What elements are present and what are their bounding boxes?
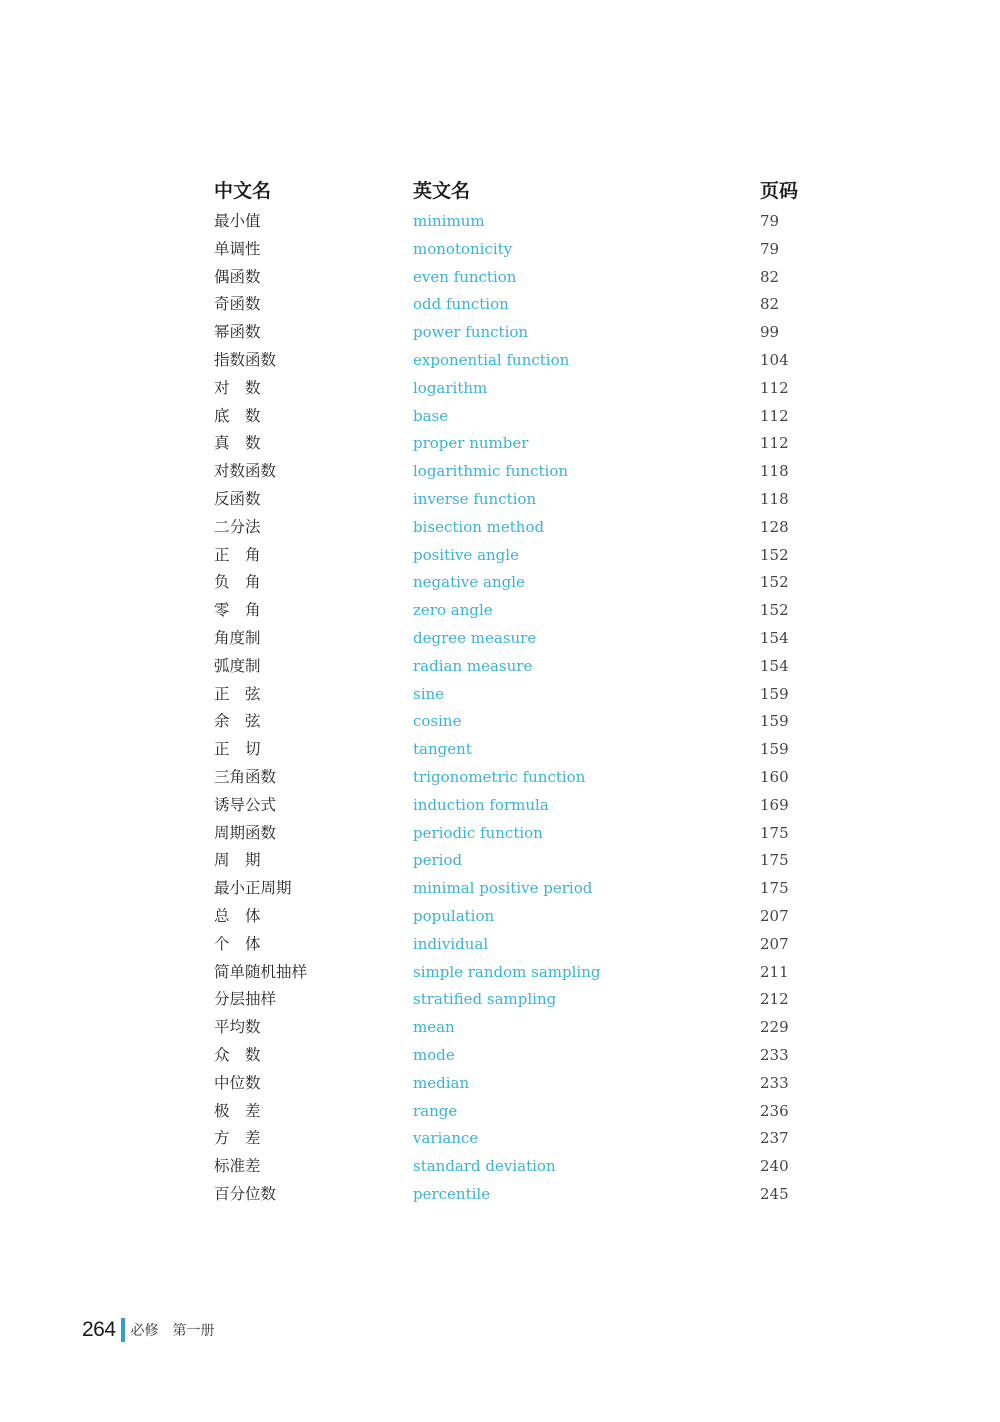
english-term: minimum: [413, 212, 485, 230]
table-row: [214, 959, 834, 987]
table-row: [214, 319, 834, 347]
glossary-header: [214, 174, 834, 208]
page-reference: 211: [760, 962, 789, 981]
chinese-term: 正 弦: [214, 684, 261, 703]
chinese-term: 对 数: [214, 378, 261, 397]
english-term: positive angle: [413, 545, 519, 564]
table-row: [214, 542, 834, 570]
glossary-table: [214, 174, 834, 1209]
chinese-term: 众 数: [214, 1045, 261, 1064]
table-row: [214, 792, 834, 820]
english-term: median: [413, 1073, 470, 1092]
page-reference: 159: [760, 740, 789, 759]
table-row: [214, 1181, 834, 1209]
table-row: [214, 708, 834, 736]
chinese-term: 真 数: [214, 434, 261, 453]
chinese-term: 三角函数: [214, 767, 277, 786]
chinese-term: 单调性: [214, 239, 261, 258]
page-reference: 112: [760, 434, 789, 453]
english-term: negative angle: [413, 573, 525, 592]
table-row: [214, 347, 834, 375]
page-reference: 154: [760, 656, 789, 675]
table-row: [214, 625, 834, 653]
page-reference: 79: [760, 239, 780, 258]
chinese-term: 中位数: [214, 1073, 261, 1092]
english-term: base: [413, 406, 449, 425]
table-row: [214, 681, 834, 709]
chinese-term: 最小值: [214, 212, 261, 230]
page-reference: 112: [760, 378, 789, 397]
footer-book-title: 必修: [130, 1323, 159, 1339]
page-reference: 112: [760, 406, 789, 425]
header-english-name: 英文名: [413, 180, 471, 202]
chinese-term: 二分法: [214, 517, 261, 536]
page-reference: 240: [760, 1157, 789, 1176]
footer-accent-bar: [121, 1318, 125, 1342]
chinese-term: 方 差: [214, 1129, 261, 1148]
table-row: [214, 236, 834, 264]
table-row: [214, 569, 834, 597]
english-term: tangent: [413, 740, 472, 759]
page-reference: 82: [760, 295, 780, 314]
english-term: periodic function: [413, 823, 543, 842]
page-reference: 245: [760, 1184, 789, 1203]
chinese-term: 总 体: [214, 906, 261, 925]
page-reference: 212: [760, 990, 789, 1009]
english-term: odd function: [413, 295, 509, 314]
table-row: [214, 1125, 834, 1153]
chinese-term: 反函数: [214, 489, 261, 508]
english-term: individual: [413, 934, 489, 953]
chinese-term: 奇函数: [214, 295, 261, 314]
english-term: logarithm: [413, 378, 488, 397]
table-row: [214, 847, 834, 875]
page-reference: 169: [760, 795, 789, 814]
page-reference: 207: [760, 934, 789, 953]
page-reference: 118: [760, 462, 789, 481]
table-row: [214, 375, 834, 403]
english-term: percentile: [413, 1184, 491, 1203]
english-term: variance: [413, 1129, 479, 1148]
footer-page-number: 264: [82, 1318, 116, 1341]
page-reference: 159: [760, 712, 789, 731]
page-reference: 118: [760, 489, 789, 508]
english-term: trigonometric function: [413, 767, 586, 786]
table-row: [214, 208, 834, 236]
english-term: proper number: [413, 434, 529, 453]
chinese-term: 底 数: [214, 406, 261, 425]
page-reference: 236: [760, 1101, 789, 1120]
page-reference: 104: [760, 350, 789, 369]
chinese-term: 弧度制: [214, 656, 261, 675]
english-term: zero angle: [413, 601, 493, 620]
table-row: [214, 1153, 834, 1181]
table-row: [214, 875, 834, 903]
english-term: mean: [413, 1018, 455, 1037]
table-row: [214, 986, 834, 1014]
chinese-term: 正 切: [214, 740, 261, 759]
chinese-term: 分层抽样: [214, 990, 277, 1009]
table-row: [214, 820, 834, 848]
table-row: [214, 264, 834, 292]
english-term: bisection method: [413, 517, 545, 536]
page-reference: 160: [760, 767, 789, 786]
page-reference: 128: [760, 517, 789, 536]
footer-book-volume: 第一册: [172, 1323, 215, 1339]
table-row: [214, 403, 834, 431]
table-row: [214, 903, 834, 931]
chinese-term: 正 角: [214, 545, 261, 564]
chinese-term: 指数函数: [214, 350, 277, 369]
chinese-term: 平均数: [214, 1018, 261, 1037]
page-reference: 175: [760, 879, 789, 898]
chinese-term: 负 角: [214, 573, 261, 592]
chinese-term: 标准差: [214, 1157, 261, 1176]
page-reference: 152: [760, 573, 789, 592]
page-reference: 152: [760, 601, 789, 620]
table-row: [214, 458, 834, 486]
chinese-term: 零 角: [214, 601, 261, 620]
table-row: [214, 1042, 834, 1070]
chinese-term: 个 体: [214, 934, 261, 953]
english-term: stratified sampling: [413, 990, 557, 1009]
chinese-term: 余 弦: [214, 712, 261, 731]
page-reference: 207: [760, 906, 789, 925]
english-term: period: [413, 851, 463, 870]
page-reference: 159: [760, 684, 789, 703]
english-term: even function: [413, 267, 517, 286]
table-row: [214, 736, 834, 764]
page-reference: 233: [760, 1073, 789, 1092]
table-row: [214, 1014, 834, 1042]
page-reference: 82: [760, 267, 780, 286]
table-row: [214, 430, 834, 458]
page-reference: 237: [760, 1129, 789, 1148]
english-term: standard deviation: [413, 1157, 556, 1176]
english-term: power function: [413, 323, 529, 342]
english-term: simple random sampling: [413, 962, 601, 981]
english-term: induction formula: [413, 795, 549, 814]
english-term: exponential function: [413, 350, 570, 369]
chinese-term: 周 期: [214, 851, 261, 870]
english-term: degree measure: [413, 628, 537, 647]
page-reference: 229: [760, 1018, 789, 1037]
english-term: sine: [413, 684, 445, 703]
table-row: [214, 486, 834, 514]
chinese-term: 最小正周期: [214, 879, 292, 898]
chinese-term: 角度制: [214, 628, 261, 647]
chinese-term: 对数函数: [214, 462, 277, 481]
english-term: minimal positive period: [413, 879, 593, 898]
english-term: inverse function: [413, 489, 537, 508]
table-row: [214, 597, 834, 625]
chinese-term: 百分位数: [214, 1184, 277, 1203]
chinese-term: 极 差: [214, 1101, 261, 1120]
table-row: [214, 291, 834, 319]
table-row: [214, 653, 834, 681]
page-reference: 99: [760, 323, 780, 342]
english-term: monotonicity: [413, 239, 513, 258]
page-reference: 79: [760, 212, 780, 230]
page-reference: 154: [760, 628, 789, 647]
english-term: mode: [413, 1045, 455, 1064]
table-row: [214, 514, 834, 542]
header-page-number: 页码: [760, 180, 799, 202]
page-reference: 175: [760, 823, 789, 842]
chinese-term: 周期函数: [214, 823, 277, 842]
page-reference: 152: [760, 545, 789, 564]
page-reference: 233: [760, 1045, 789, 1064]
table-row: [214, 764, 834, 792]
english-term: radian measure: [413, 656, 533, 675]
page-footer: [82, 1317, 215, 1343]
chinese-term: 简单随机抽样: [214, 962, 308, 981]
english-term: range: [413, 1101, 458, 1120]
english-term: logarithmic function: [413, 462, 569, 481]
table-row: [214, 1098, 834, 1126]
page-reference: 175: [760, 851, 789, 870]
english-term: population: [413, 906, 495, 925]
header-chinese-name: 中文名: [214, 180, 272, 202]
chinese-term: 幂函数: [214, 323, 261, 342]
table-row: [214, 931, 834, 959]
chinese-term: 诱导公式: [214, 795, 277, 814]
english-term: cosine: [413, 712, 462, 731]
chinese-term: 偶函数: [214, 267, 261, 286]
table-row: [214, 1070, 834, 1098]
glossary-rows: [214, 208, 834, 1209]
